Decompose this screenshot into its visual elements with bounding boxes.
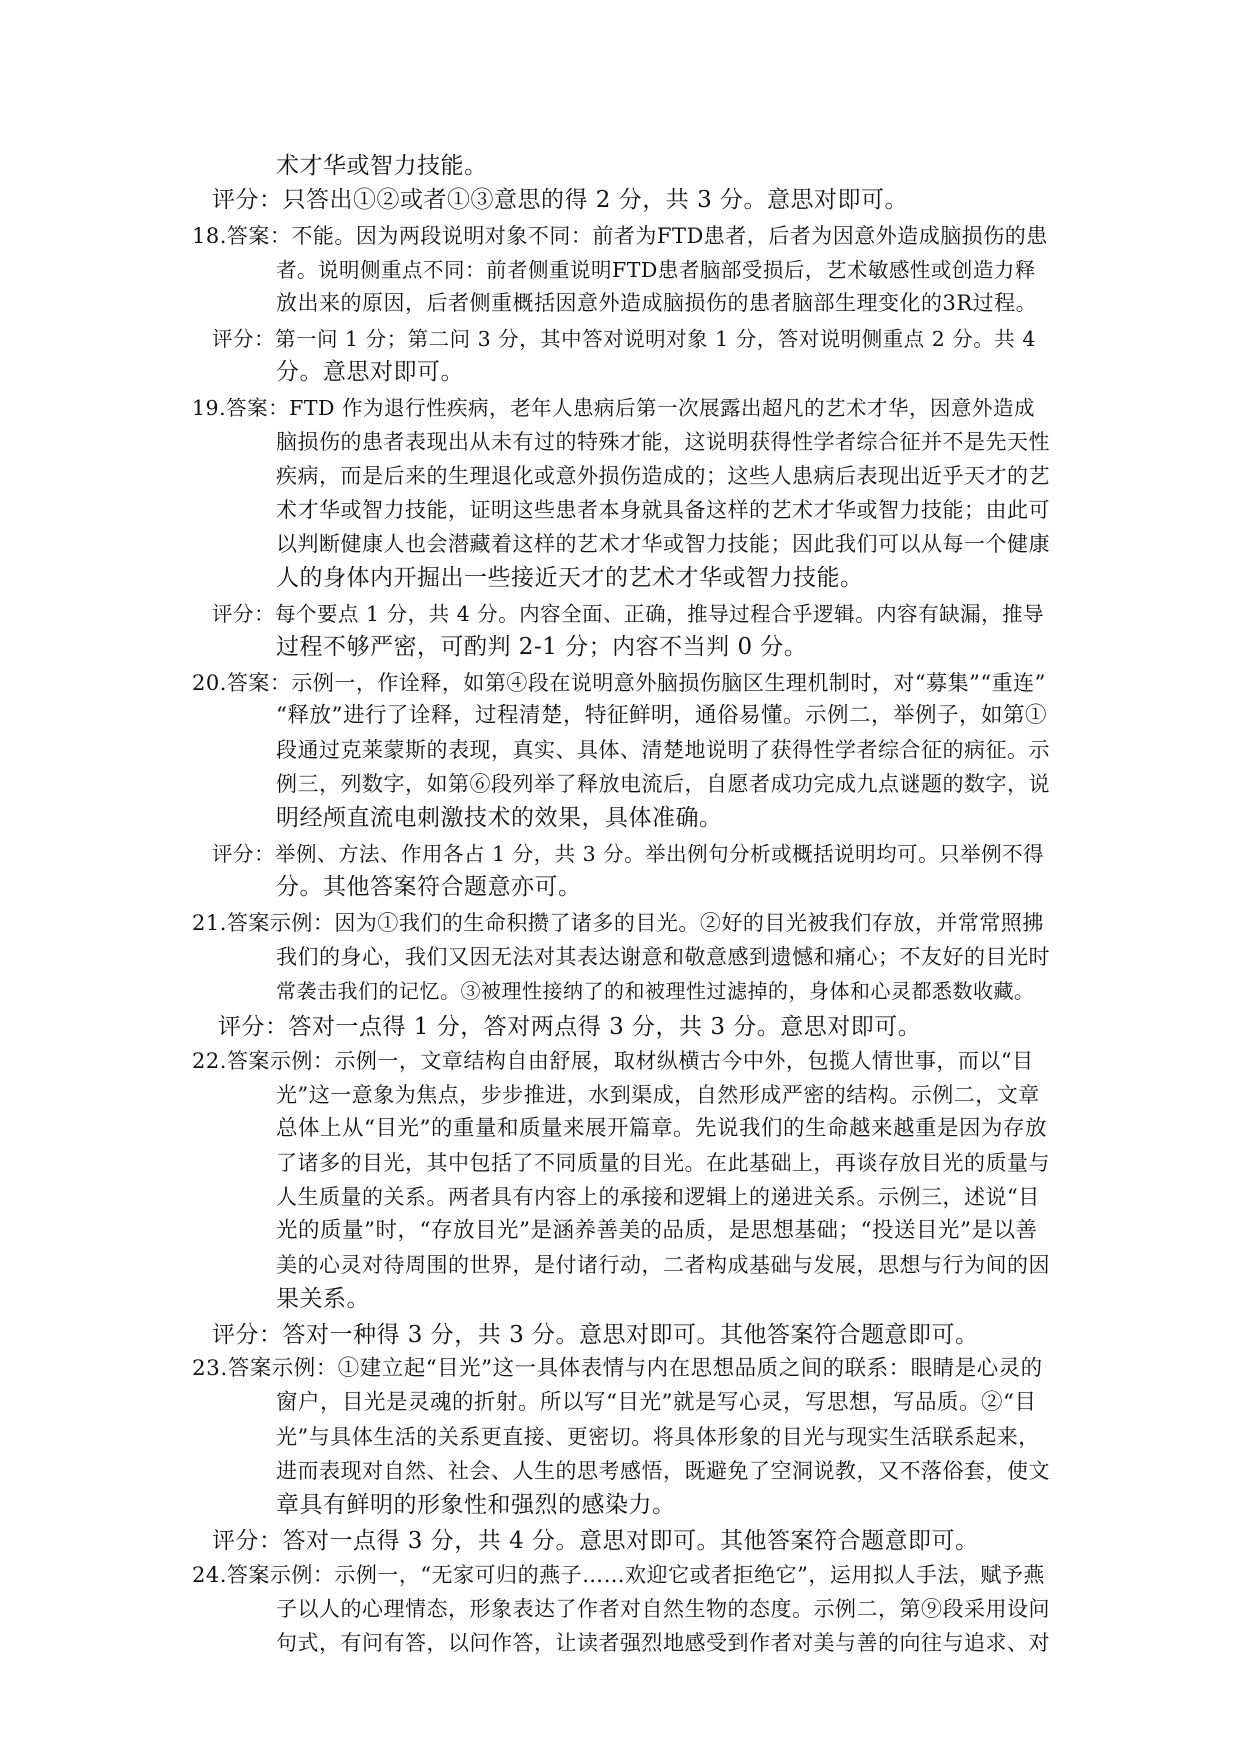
text-line: 22.答案示例：示例一，文章结构自由舒展，取材纵横古今中外，包揽人情世事，而以“目 — [192, 1049, 1034, 1073]
text-line: 脑损伤的患者表现出从未有过的特殊才能，这说明获得性学者综合征并不是先天性 — [276, 430, 1050, 454]
text-line: 人生质量的关系。两者具有内容上的承接和逻辑上的递进关系。示例三，述说“目 — [276, 1185, 1040, 1209]
text-line: 分。其他答案符合题意亦可。 — [276, 874, 582, 900]
text-line: “释放”进行了诠释，过程清楚，特征鲜明，通俗易懂。示例二，举例子，如第① — [276, 703, 1047, 728]
text-line: 评分：每个要点 1 分，共 4 分。内容全面、正确，推导过程合乎逻辑。内容有缺漏，推导 — [212, 602, 1045, 626]
text-line: 20.答案：示例一，作诠释，如第④段在说明意外脑损伤脑区生理机制时，对“募集”“重连” — [192, 671, 1046, 695]
text-line: 评分：只答出①②或者①③意思的得 2 分，共 3 分。意思对即可。 — [212, 187, 909, 213]
text-line: 光”这一意象为焦点，步步推进，水到渠成，自然形成严密的结构。示例二，文章 — [276, 1083, 1040, 1107]
text-line: 明经颅直流电刺激技术的效果，具体准确。 — [276, 805, 723, 831]
text-line: 21.答案示例：因为①我们的生命积攒了诸多的目光。②好的目光被我们存放，并常常照拂 — [192, 911, 1044, 935]
text-line: 章具有鲜明的形象性和强烈的感染力。 — [276, 1492, 676, 1518]
text-line: 评分：答对一点得 3 分，共 4 分。意思对即可。其他答案符合题意即可。 — [212, 1528, 979, 1554]
text-line: 窗户，目光是灵魂的折射。所以写“目光”就是写心灵，写思想，写品质。②“目 — [276, 1390, 1037, 1415]
text-line: 进而表现对自然、社会、人生的思考感悟，既避免了空洞说教，又不落俗套，使文 — [276, 1459, 1050, 1483]
text-line: 人的身体内开掘出一些接近天才的艺术才华或智力技能。 — [276, 565, 864, 591]
text-line: 例三，列数字，如第⑥段列举了释放电流后，自愿者成功完成九点谜题的数字，说 — [276, 772, 1050, 796]
text-line: 23.答案示例：①建立起“目光”这一具体表情与内在思想品质之间的联系：眼睛是心灵的 — [192, 1356, 1043, 1381]
text-line: 19.答案：FTD 作为退行性疾病，老年人患病后第一次展露出超凡的艺术才华，因意外造成 — [192, 396, 1035, 420]
text-line: 18.答案：不能。因为两段说明对象不同：前者为FTD患者，后者为因意外造成脑损伤的患 — [192, 224, 1048, 248]
text-line: 光”与具体生活的关系更直接、更密切。将具体形象的目光与现实生活联系起来， — [276, 1425, 1040, 1449]
text-line: 了诸多的目光，其中包括了不同质量的目光。在此基础上，再谈存放目光的质量与 — [276, 1151, 1050, 1175]
text-line: 句式，有问有答，以问作答，让读者强烈地感受到作者对美与善的向往与追求、对 — [276, 1631, 1050, 1655]
text-line: 总体上从“目光”的重量和质量来展开篇章。先说我们的生命越来越重是因为存放 — [276, 1116, 1047, 1141]
text-line: 果关系。 — [276, 1286, 370, 1312]
text-line: 常袭击我们的记忆。③被理性接纳了的和被理性过滤掉的，身体和心灵都悉数收藏。 — [276, 979, 1035, 1003]
text-line: 评分：第一问 1 分；第二问 3 分，其中答对说明对象 1 分，答对说明侧重点 2 分。共 4 — [212, 327, 1036, 351]
text-line: 术才华或智力技能，证明这些患者本身就具备这样的艺术才华或智力技能；由此可 — [276, 498, 1050, 522]
text-line: 过程不够严密，可酌判 2-1 分；内容不当判 0 分。 — [276, 634, 808, 660]
text-line: 评分：答对一点得 1 分，答对两点得 3 分，共 3 分。意思对即可。 — [218, 1014, 922, 1040]
text-line: 以判断健康人也会潜藏着这样的艺术才华或智力技能；因此我们可以从每一个健康 — [276, 532, 1050, 556]
text-line: 疾病，而是后来的生理退化或意外损伤造成的；这些人患病后表现出近乎天才的艺 — [276, 464, 1050, 488]
text-line: 术才华或智力技能。 — [276, 153, 488, 179]
text-line: 光的质量”时，“存放目光”是涵养善美的品质，是思想基础；“投送目光”是以善 — [276, 1218, 1038, 1243]
text-line: 段通过克莱蒙斯的表现，真实、具体、清楚地说明了获得性学者综合征的病征。示 — [276, 738, 1050, 762]
text-line: 24.答案示例：示例一，“无家可归的燕子……欢迎它或者拒绝它”，运用拟人手法，赋予燕 — [192, 1563, 1045, 1587]
text-line: 子以人的心理情态，形象表达了作者对自然生物的态度。示例二，第⑨段采用设问 — [276, 1597, 1050, 1621]
text-line: 分。意思对即可。 — [276, 359, 464, 385]
text-line: 者。说明侧重点不同：前者侧重说明FTD患者脑部受损后，艺术敏感性或创造力释 — [276, 258, 1036, 282]
text-line: 我们的身心，我们又因无法对其表达谢意和敬意感到遗憾和痛心；不友好的目光时 — [276, 945, 1050, 969]
text-line: 评分：举例、方法、作用各占 1 分，共 3 分。举出例句分析或概括说明均可。只举例不得 — [212, 842, 1045, 866]
text-line: 美的心灵对待周围的世界，是付诸行动，二者构成基础与发展，思想与行为间的因 — [276, 1253, 1050, 1277]
text-line: 评分：答对一种得 3 分，共 3 分。意思对即可。其他答案符合题意即可。 — [212, 1322, 979, 1348]
text-line: 放出来的原因，后者侧重概括因意外造成脑损伤的患者脑部生理变化的3R过程。 — [276, 291, 1038, 315]
